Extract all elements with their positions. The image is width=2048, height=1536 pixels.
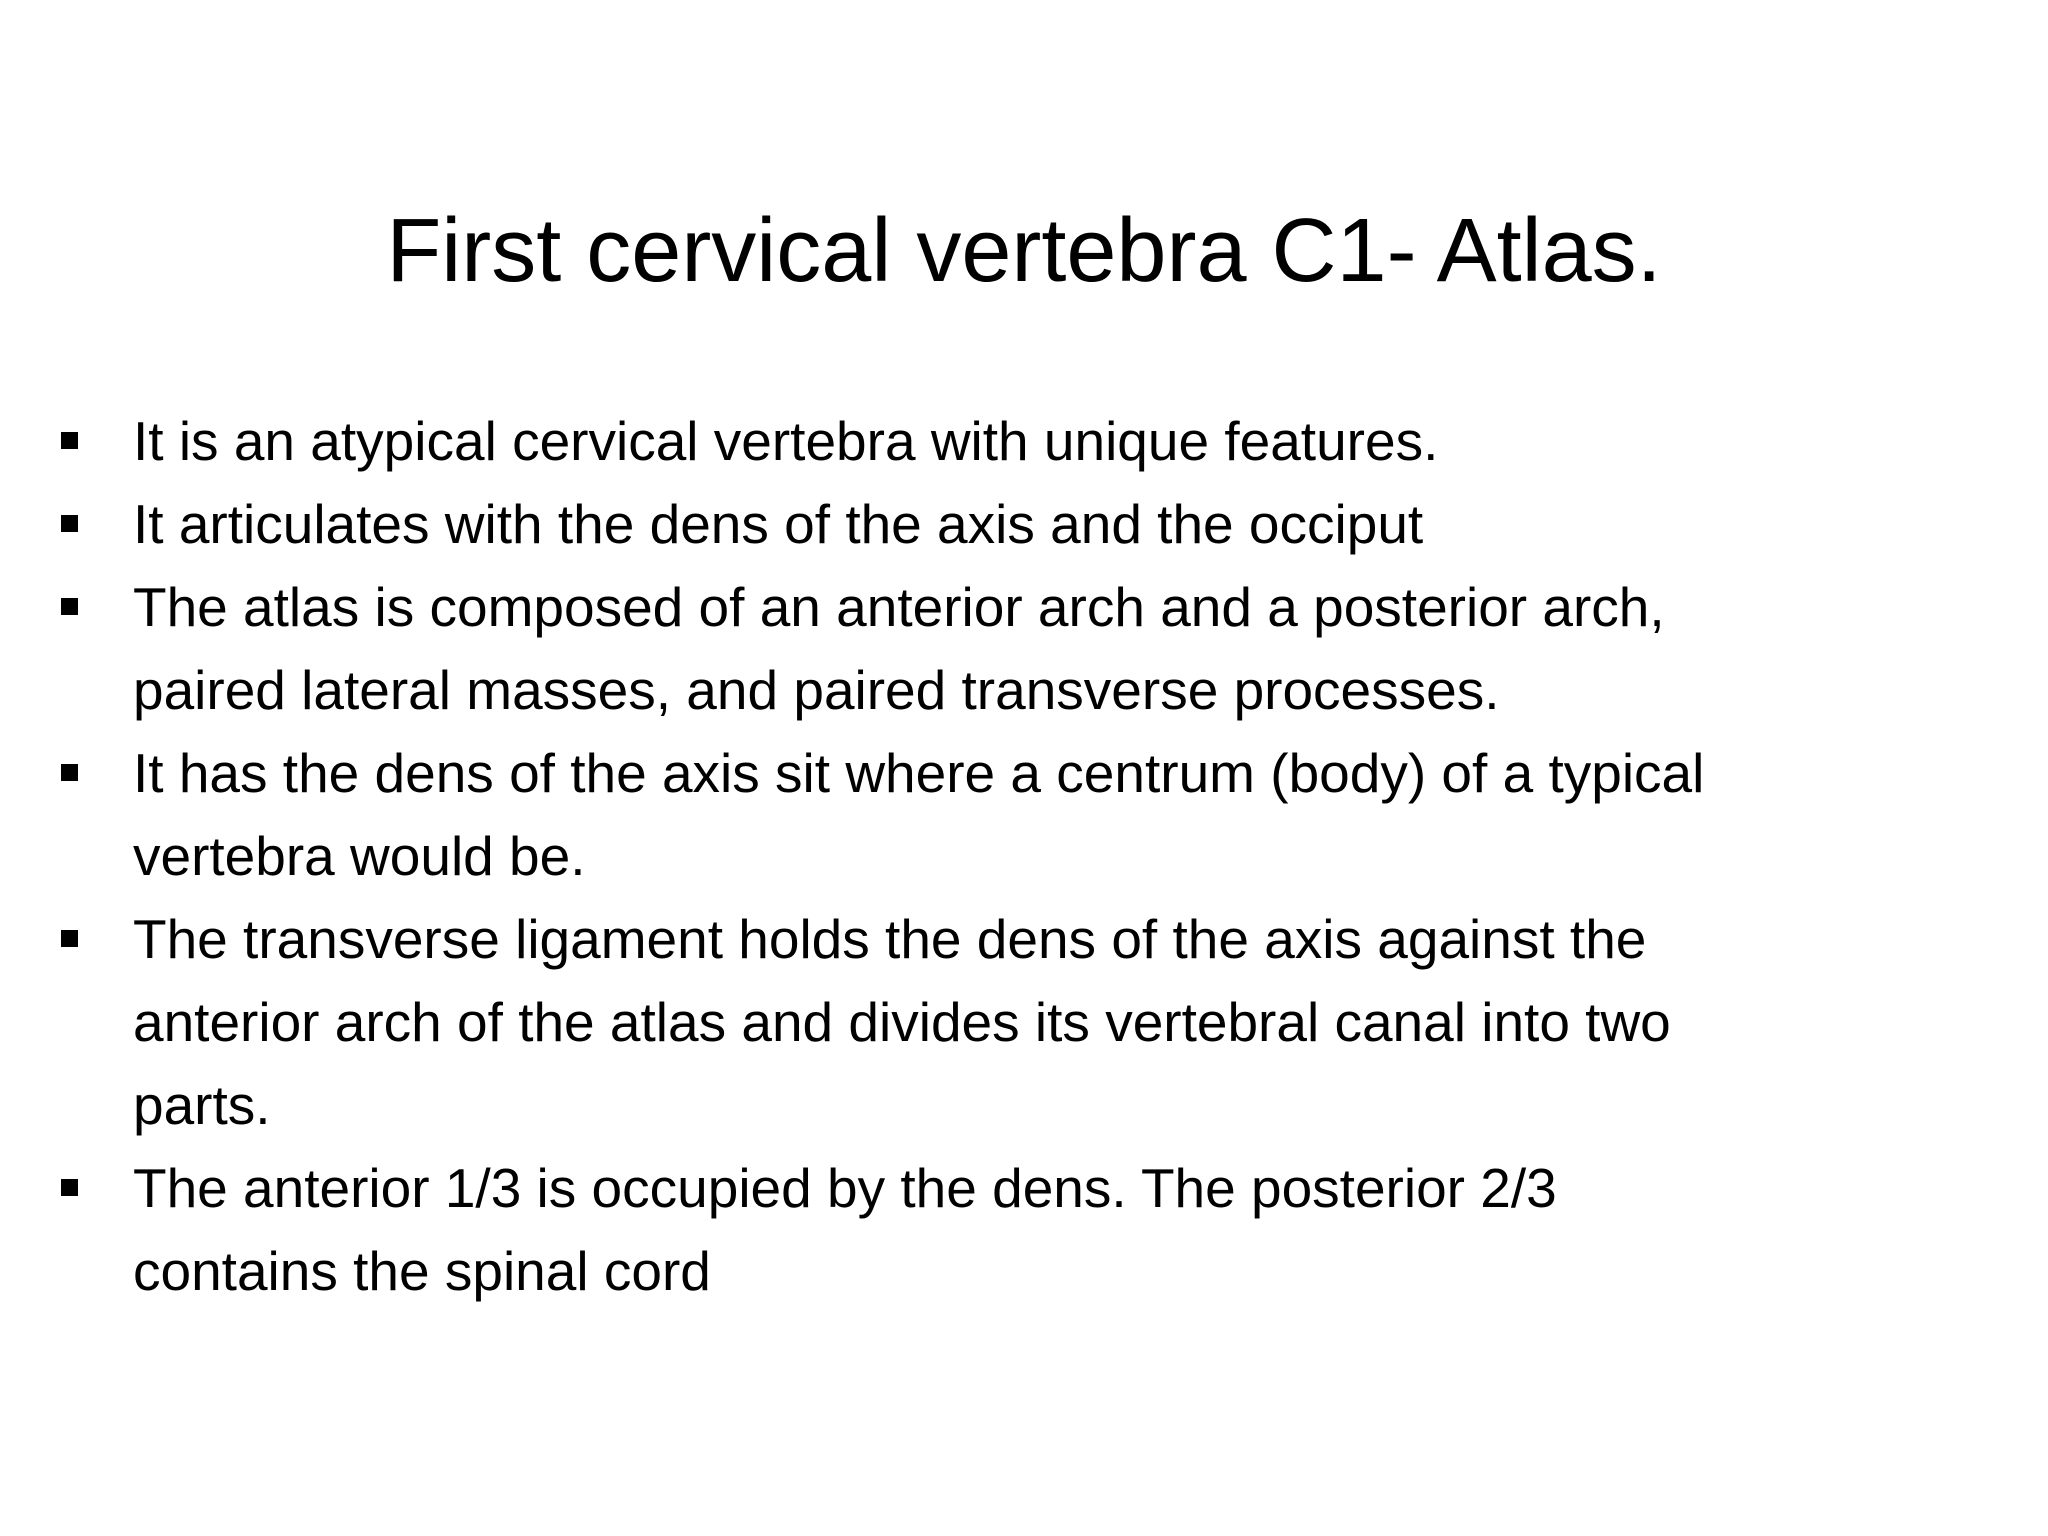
bullet-text: The atlas is composed of an anterior arch and a posterior arch, paired lateral masses, and paired transverse processes.: [133, 576, 1665, 721]
square-bullet-icon: [61, 764, 78, 781]
square-bullet-icon: [61, 930, 78, 947]
bullet-item: [0, 483, 2048, 566]
bullet-item: [0, 898, 2048, 1147]
bullet-text: It articulates with the dens of the axis and the occiput: [133, 493, 1424, 555]
square-bullet-icon: [61, 1179, 78, 1196]
square-bullet-icon: [61, 598, 78, 615]
bullet-text: The anterior 1/3 is occupied by the dens. The posterior 2/3 contains the spinal cord: [133, 1157, 1557, 1302]
bullet-item: [0, 566, 2048, 732]
bullet-text: It has the dens of the axis sit where a centrum (body) of a typical vertebra would be.: [133, 742, 1705, 887]
square-bullet-icon: [61, 432, 78, 449]
square-bullet-icon: [61, 515, 78, 532]
bullet-list: [0, 400, 2048, 1313]
bullet-text: It is an atypical cervical vertebra with unique features.: [133, 410, 1439, 472]
bullet-text: The transverse ligament holds the dens of the axis against the anterior arch of the atlas and divides its vertebral canal into two parts.: [133, 908, 1671, 1136]
bullet-item: [0, 1147, 2048, 1313]
bullet-item: [0, 400, 2048, 483]
bullet-item: [0, 732, 2048, 898]
slide-title: First cervical vertebra C1- Atlas.: [386, 201, 1662, 301]
